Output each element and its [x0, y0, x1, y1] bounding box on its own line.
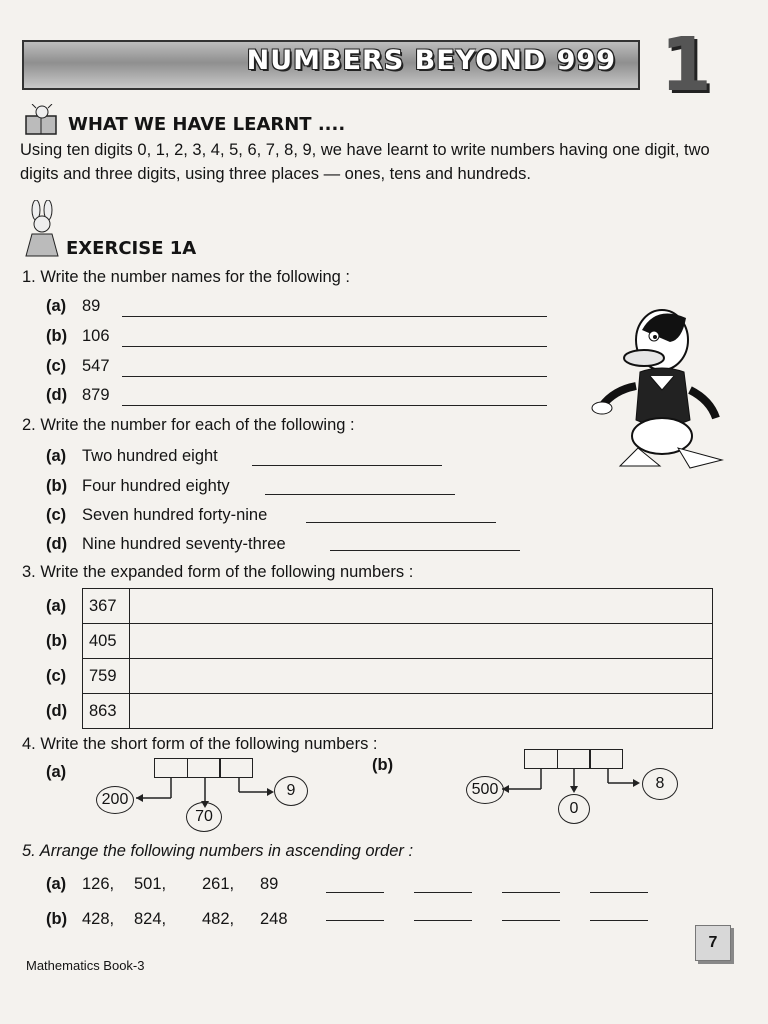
item-label: (a): [46, 875, 67, 893]
number-item: 824,: [134, 910, 167, 928]
table-row: [46, 694, 713, 729]
exercise-heading: EXERCISE 1A: [66, 238, 197, 259]
tens-value: 70: [186, 802, 222, 832]
answer-cell[interactable]: [130, 624, 713, 659]
q5a-row: [46, 875, 346, 894]
q2-item: [46, 535, 286, 554]
blank[interactable]: [326, 920, 384, 921]
row-number: 405: [83, 624, 130, 659]
number-item: 261,: [202, 875, 235, 893]
q5b-row: [46, 910, 346, 929]
answer-line[interactable]: [252, 465, 442, 466]
number-item: 248: [260, 910, 288, 928]
q1-item: [46, 386, 110, 405]
number-item: 501,: [134, 875, 167, 893]
blank[interactable]: [590, 892, 648, 893]
question-2: 2. Write the number for each of the following :: [22, 416, 355, 434]
learnt-heading: WHAT WE HAVE LEARNT ....: [68, 114, 346, 135]
item-value: Four hundred eighty: [82, 477, 230, 495]
item-value: Seven hundred forty-nine: [82, 506, 268, 524]
blank[interactable]: [414, 920, 472, 921]
row-label: (a): [46, 596, 67, 615]
item-value: 89: [82, 297, 101, 315]
item-label: (d): [46, 386, 68, 404]
answer-line[interactable]: [122, 376, 547, 377]
ones-box[interactable]: [219, 758, 253, 778]
expanded-form-table: [46, 588, 713, 729]
row-label: (b): [46, 631, 68, 650]
answer-line[interactable]: [122, 346, 547, 347]
chapter-title: NUMBERS BEYOND 999: [246, 45, 616, 76]
q4a-label: (a): [46, 763, 67, 781]
blank[interactable]: [502, 892, 560, 893]
number-item: 89: [260, 875, 279, 893]
answer-cell[interactable]: [130, 694, 713, 729]
item-label: (c): [46, 357, 67, 375]
number-item: 482,: [202, 910, 235, 928]
book-title-footer: Mathematics Book-3: [26, 958, 145, 973]
chapter-number: 1: [660, 22, 712, 108]
answer-line[interactable]: [122, 316, 547, 317]
answer-line[interactable]: [306, 522, 496, 523]
q1-item: [46, 357, 110, 376]
item-value: 106: [82, 327, 110, 345]
row-label: (c): [46, 666, 67, 685]
item-label: (b): [46, 477, 68, 495]
answer-line[interactable]: [330, 550, 520, 551]
row-number: 863: [83, 694, 130, 729]
place-value-boxes[interactable]: [154, 758, 253, 778]
number-item: 126,: [82, 875, 115, 893]
page-number: 7: [695, 925, 731, 961]
ones-value: 8: [642, 768, 678, 800]
item-label: (c): [46, 506, 67, 524]
item-value: 547: [82, 357, 110, 375]
ones-box[interactable]: [589, 749, 623, 769]
hundreds-value: 500: [466, 776, 504, 804]
tens-box[interactable]: [187, 758, 221, 778]
blank[interactable]: [590, 920, 648, 921]
answer-cell[interactable]: [130, 589, 713, 624]
chapter-banner: [22, 40, 640, 90]
row-label: (d): [46, 701, 68, 720]
q2-item: [46, 477, 230, 496]
q1-item: [46, 327, 110, 346]
hundreds-box[interactable]: [524, 749, 558, 769]
hundreds-value: 200: [96, 786, 134, 814]
answer-cell[interactable]: [130, 659, 713, 694]
item-label: (d): [46, 535, 68, 553]
q2-item: [46, 506, 267, 525]
q1-item: [46, 297, 100, 316]
table-row: [46, 624, 713, 659]
item-label: (a): [46, 297, 67, 315]
tens-box[interactable]: [557, 749, 591, 769]
blank[interactable]: [414, 892, 472, 893]
ones-value: 9: [274, 776, 308, 806]
book-mascot-icon: [24, 104, 60, 136]
row-number: 759: [83, 659, 130, 694]
question-5: 5. Arrange the following numbers in ascending order :: [22, 842, 414, 860]
item-value: 879: [82, 386, 110, 404]
question-3: 3. Write the expanded form of the following numbers :: [22, 563, 414, 581]
item-label: (a): [46, 447, 67, 465]
place-value-boxes[interactable]: [524, 749, 623, 769]
answer-blanks[interactable]: [326, 920, 648, 921]
learnt-paragraph: Using ten digits 0, 1, 2, 3, 4, 5, 6, 7, 8, 9, we have learnt to write numbers having one digit, two digits and three digits, using three places — ones, tens and hundreds.: [20, 141, 710, 183]
number-item: 428,: [82, 910, 115, 928]
question-4: 4. Write the short form of the following numbers :: [22, 735, 378, 753]
item-value: Nine hundred seventy-three: [82, 535, 286, 553]
table-row: [46, 659, 713, 694]
answer-blanks[interactable]: [326, 892, 648, 893]
hundreds-box[interactable]: [154, 758, 188, 778]
item-label: (b): [46, 327, 68, 345]
blank[interactable]: [326, 892, 384, 893]
blank[interactable]: [502, 920, 560, 921]
answer-line[interactable]: [122, 405, 547, 406]
item-label: (b): [46, 910, 68, 928]
q2-item: [46, 447, 218, 466]
tens-value: 0: [558, 794, 590, 824]
table-row: [46, 589, 713, 624]
item-value: Two hundred eight: [82, 447, 218, 465]
question-1: 1. Write the number names for the following :: [22, 268, 351, 286]
rabbit-mascot-icon: [22, 200, 64, 258]
row-number: 367: [83, 589, 130, 624]
cartoon-duck-illustration: [590, 300, 730, 475]
answer-line[interactable]: [265, 494, 455, 495]
q4b-label: (b): [372, 756, 394, 774]
